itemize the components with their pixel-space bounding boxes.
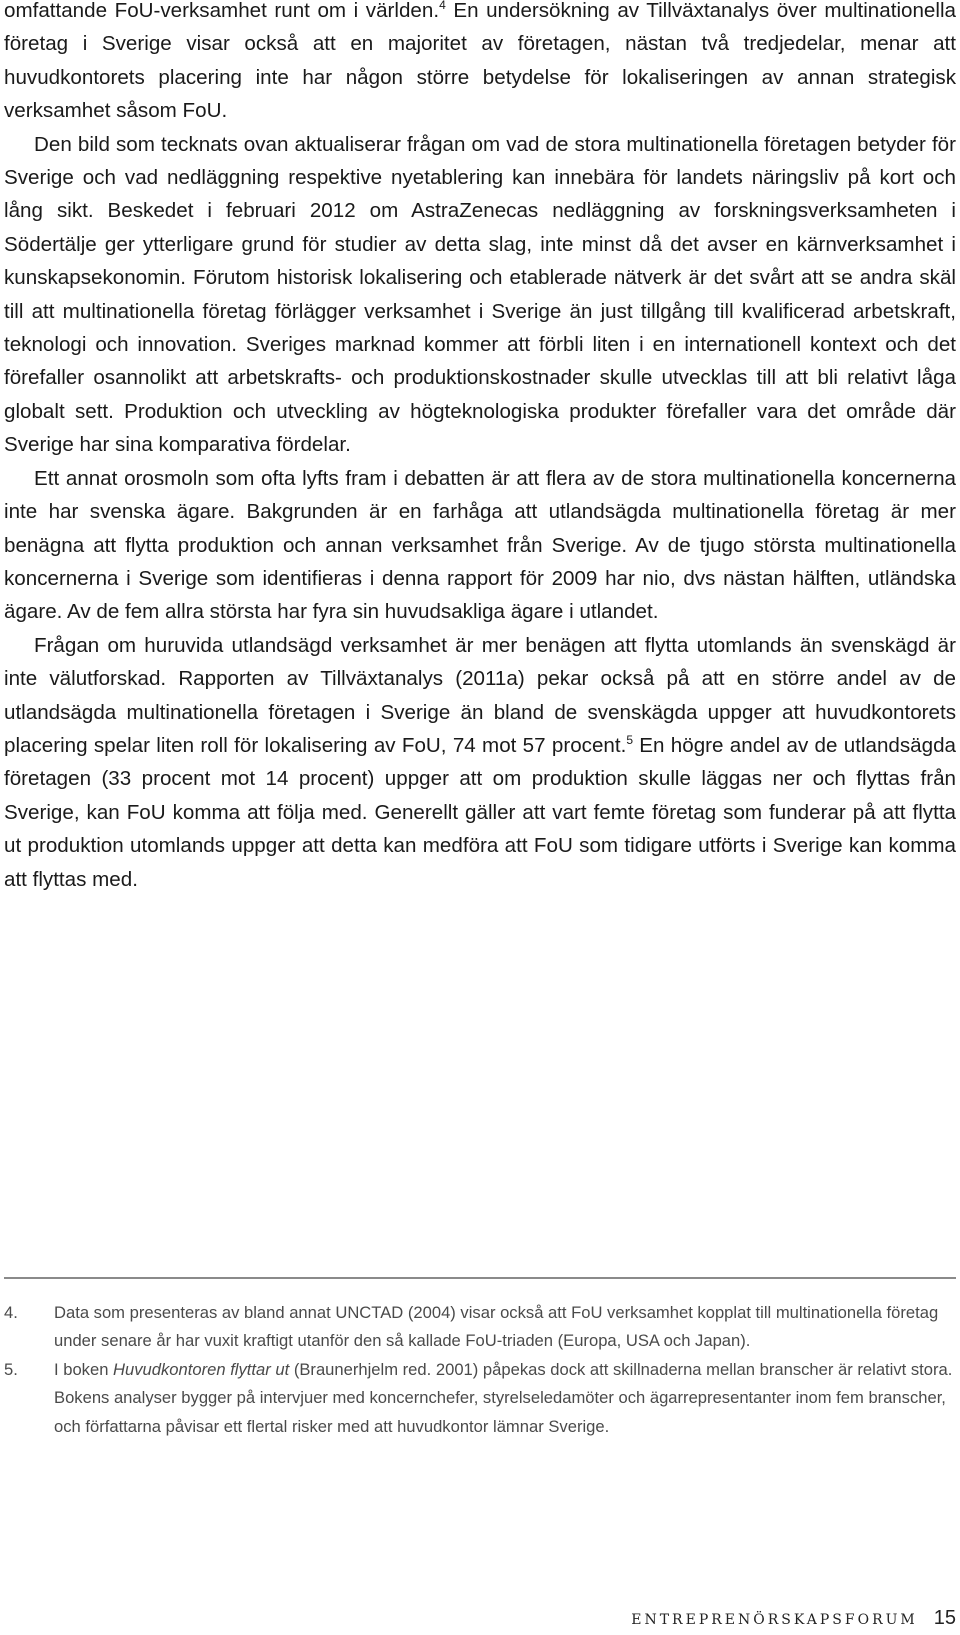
footnote-divider bbox=[4, 1277, 956, 1279]
text-segment: En undersökning av Tillväxtanalys över multinationella företag i Sverige visar också att en majoritet av företagen, nästan två tredjedelar, menar att huvudkontorets placering inte har någon större betydelse för lokaliseringen av annan strategisk verksamhet såsom FoU. bbox=[4, 0, 956, 123]
footnote-number: 4. bbox=[4, 1303, 18, 1322]
footnote-text bbox=[54, 1356, 956, 1441]
footnote bbox=[4, 1299, 956, 1356]
text-segment: (Braunerhjelm red. 2001) påpekas dock att skillnaderna mellan branscher är relativt stora. Bokens analyser bygger på intervjuer med koncernchefer, styrelseledamöter och ägarrepresentanter inom fem branscher, och författarna påvisar ett flertal risker med att huvudkontor lämnar Sverige. bbox=[54, 1359, 953, 1436]
text-segment: Frågan om huruvida utlandsägd verksamhet är mer benägen att flytta utomlands än svenskägd är inte välutforskad. Rapporten av Tillväxtanalys (2011a) pekar också på att en större andel av de utlandsägda multinationella företagen i Sverige än bland de svenskägda uppger att huvudkontorets placering spelar liten roll för lokalisering av FoU, 74 mot 57 procent. bbox=[4, 633, 956, 757]
text-segment: omfattande FoU-verksamhet runt om i världen. bbox=[4, 0, 440, 22]
text-segment: En högre andel av de utlandsägda företagen (33 procent mot 14 procent) uppger att om produktion skulle läggas ner och flyttas från Sverige, kan FoU komma att följa med. Generellt gäller att vart femte företag som funderar på att flytta ut produktion utomlands uppger att detta kan medföra att FoU som tidigare utförts i Sverige kan komma att flyttas med. bbox=[4, 733, 956, 891]
footnote bbox=[4, 1356, 956, 1441]
footnotes bbox=[4, 1299, 956, 1441]
paragraph bbox=[4, 629, 956, 896]
footnote-reference: 5 bbox=[626, 733, 633, 748]
text-segment: I boken bbox=[54, 1359, 114, 1379]
paragraph bbox=[4, 462, 956, 629]
footnote-text bbox=[54, 1299, 956, 1356]
paragraph bbox=[4, 128, 956, 462]
footnote-number: 5. bbox=[4, 1359, 18, 1379]
text-segment: Ett annat orosmoln som ofta lyfts fram i debatten är att flera av de stora multinationella koncernerna inte har svenska ägare. Bakgrunden är en farhåga att utlandsägda multinationella företag är mer benägna att flytta produktion och annan verksamhet från Sverige. Av de tjugo största multinationella koncernerna i Sverige som identifieras i denna rapport för 2009 har nio, dvs nästan hälften, utländska ägare. Av de fem allra största har fyra sin huvudsakliga ägare i utlandet. bbox=[4, 466, 956, 624]
text-segment: Data som presenteras av bland annat UNCTAD (2004) visar också att FoU verksamhet kopplat till multinationella företag under senare år har vuxit kraftigt utanför den så kallade FoU-triaden (Europa, USA och Japan). bbox=[54, 1303, 939, 1351]
footer-brand: ENTREPRENÖRSKAPSFORUM bbox=[631, 1612, 918, 1628]
body-text bbox=[4, 0, 956, 896]
paragraph bbox=[4, 0, 956, 128]
page-footer bbox=[631, 1607, 956, 1630]
footnote-reference: 4 bbox=[439, 0, 446, 13]
book-title: Huvudkontoren flyttar ut bbox=[113, 1359, 290, 1379]
text-segment: Den bild som tecknats ovan aktualiserar frågan om vad de stora multinationella företagen betyder för Sverige och vad nedläggning respektive nyetablering kan innebära för landets näringsliv på kort och lång sikt. Beskedet i februari 2012 om AstraZenecas nedläggning av forskningsverksamheten i Södertälje ger ytterligare grund för studier av detta slag, inte minst då det avser en kärnverksamhet i kunskapsekonomin. Förutom historisk lokalisering och etablerade nätverk är det svårt att se andra skäl till att multinationella företag förlägger verksamhet i Sverige än just tillgång till kvalificerad arbetskraft, teknologi och innovation. Sveriges marknad kommer att förbli liten i en internationell kontext och det förefaller osannolikt att arbetskrafts- och produktionskostnader skulle utvecklas till att bli relativt låga globalt sett. Produktion och utveckling av högteknologiska produkter förefaller vara det område där Sverige har sina komparativa fördelar. bbox=[4, 132, 956, 457]
page-number: 15 bbox=[933, 1607, 956, 1629]
